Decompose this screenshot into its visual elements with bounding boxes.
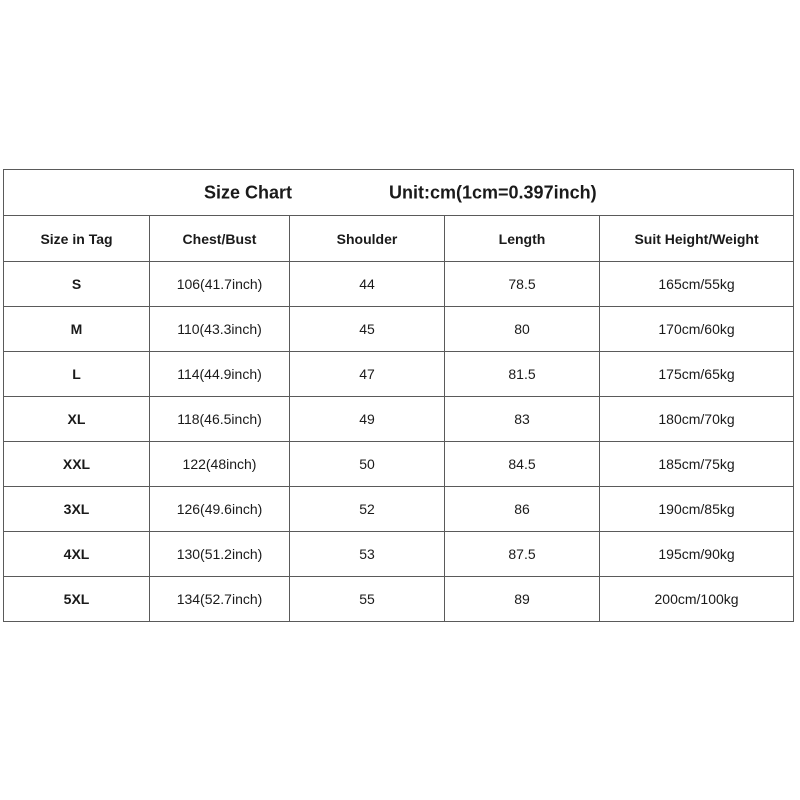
table-cell: 122(48inch) — [150, 442, 290, 487]
size-label-cell: 3XL — [4, 487, 150, 532]
column-header: Chest/Bust — [150, 216, 290, 262]
table-cell: 45 — [290, 307, 445, 352]
table-cell: 52 — [290, 487, 445, 532]
size-label-cell: XXL — [4, 442, 150, 487]
table-row — [4, 397, 794, 442]
table-cell: 47 — [290, 352, 445, 397]
title-cell — [4, 170, 794, 216]
table-cell: 55 — [290, 577, 445, 622]
column-header: Suit Height/Weight — [600, 216, 794, 262]
table-row — [4, 577, 794, 622]
table-cell: 83 — [445, 397, 600, 442]
table-cell: 81.5 — [445, 352, 600, 397]
table-cell: 49 — [290, 397, 445, 442]
table-cell: 130(51.2inch) — [150, 532, 290, 577]
chart-unit-note: Unit:cm(1cm=0.397inch) — [389, 182, 597, 202]
column-header: Size in Tag — [4, 216, 150, 262]
table-row — [4, 352, 794, 397]
chart-title: Size Chart — [204, 182, 293, 202]
title-wrap — [4, 170, 793, 215]
table-cell: 44 — [290, 262, 445, 307]
size-chart-table — [3, 169, 794, 622]
table-cell: 89 — [445, 577, 600, 622]
table-cell: 170cm/60kg — [600, 307, 794, 352]
table-row — [4, 307, 794, 352]
size-chart-body — [4, 170, 794, 622]
size-label-cell: M — [4, 307, 150, 352]
size-label-cell: S — [4, 262, 150, 307]
table-cell: 190cm/85kg — [600, 487, 794, 532]
table-cell: 106(41.7inch) — [150, 262, 290, 307]
header-row — [4, 216, 794, 262]
table-cell: 195cm/90kg — [600, 532, 794, 577]
table-row — [4, 442, 794, 487]
table-cell: 126(49.6inch) — [150, 487, 290, 532]
size-label-cell: L — [4, 352, 150, 397]
table-cell: 84.5 — [445, 442, 600, 487]
title-row — [4, 170, 794, 216]
table-cell: 118(46.5inch) — [150, 397, 290, 442]
table-cell: 80 — [445, 307, 600, 352]
table-cell: 200cm/100kg — [600, 577, 794, 622]
table-cell: 185cm/75kg — [600, 442, 794, 487]
column-header: Shoulder — [290, 216, 445, 262]
table-cell: 53 — [290, 532, 445, 577]
table-row — [4, 487, 794, 532]
table-cell: 175cm/65kg — [600, 352, 794, 397]
table-cell: 180cm/70kg — [600, 397, 794, 442]
table-cell: 114(44.9inch) — [150, 352, 290, 397]
size-label-cell: 4XL — [4, 532, 150, 577]
size-label-cell: 5XL — [4, 577, 150, 622]
table-cell: 110(43.3inch) — [150, 307, 290, 352]
table-row — [4, 532, 794, 577]
table-cell: 50 — [290, 442, 445, 487]
column-header: Length — [445, 216, 600, 262]
size-label-cell: XL — [4, 397, 150, 442]
table-cell: 87.5 — [445, 532, 600, 577]
table-cell: 86 — [445, 487, 600, 532]
table-row — [4, 262, 794, 307]
table-cell: 134(52.7inch) — [150, 577, 290, 622]
table-cell: 165cm/55kg — [600, 262, 794, 307]
table-cell: 78.5 — [445, 262, 600, 307]
